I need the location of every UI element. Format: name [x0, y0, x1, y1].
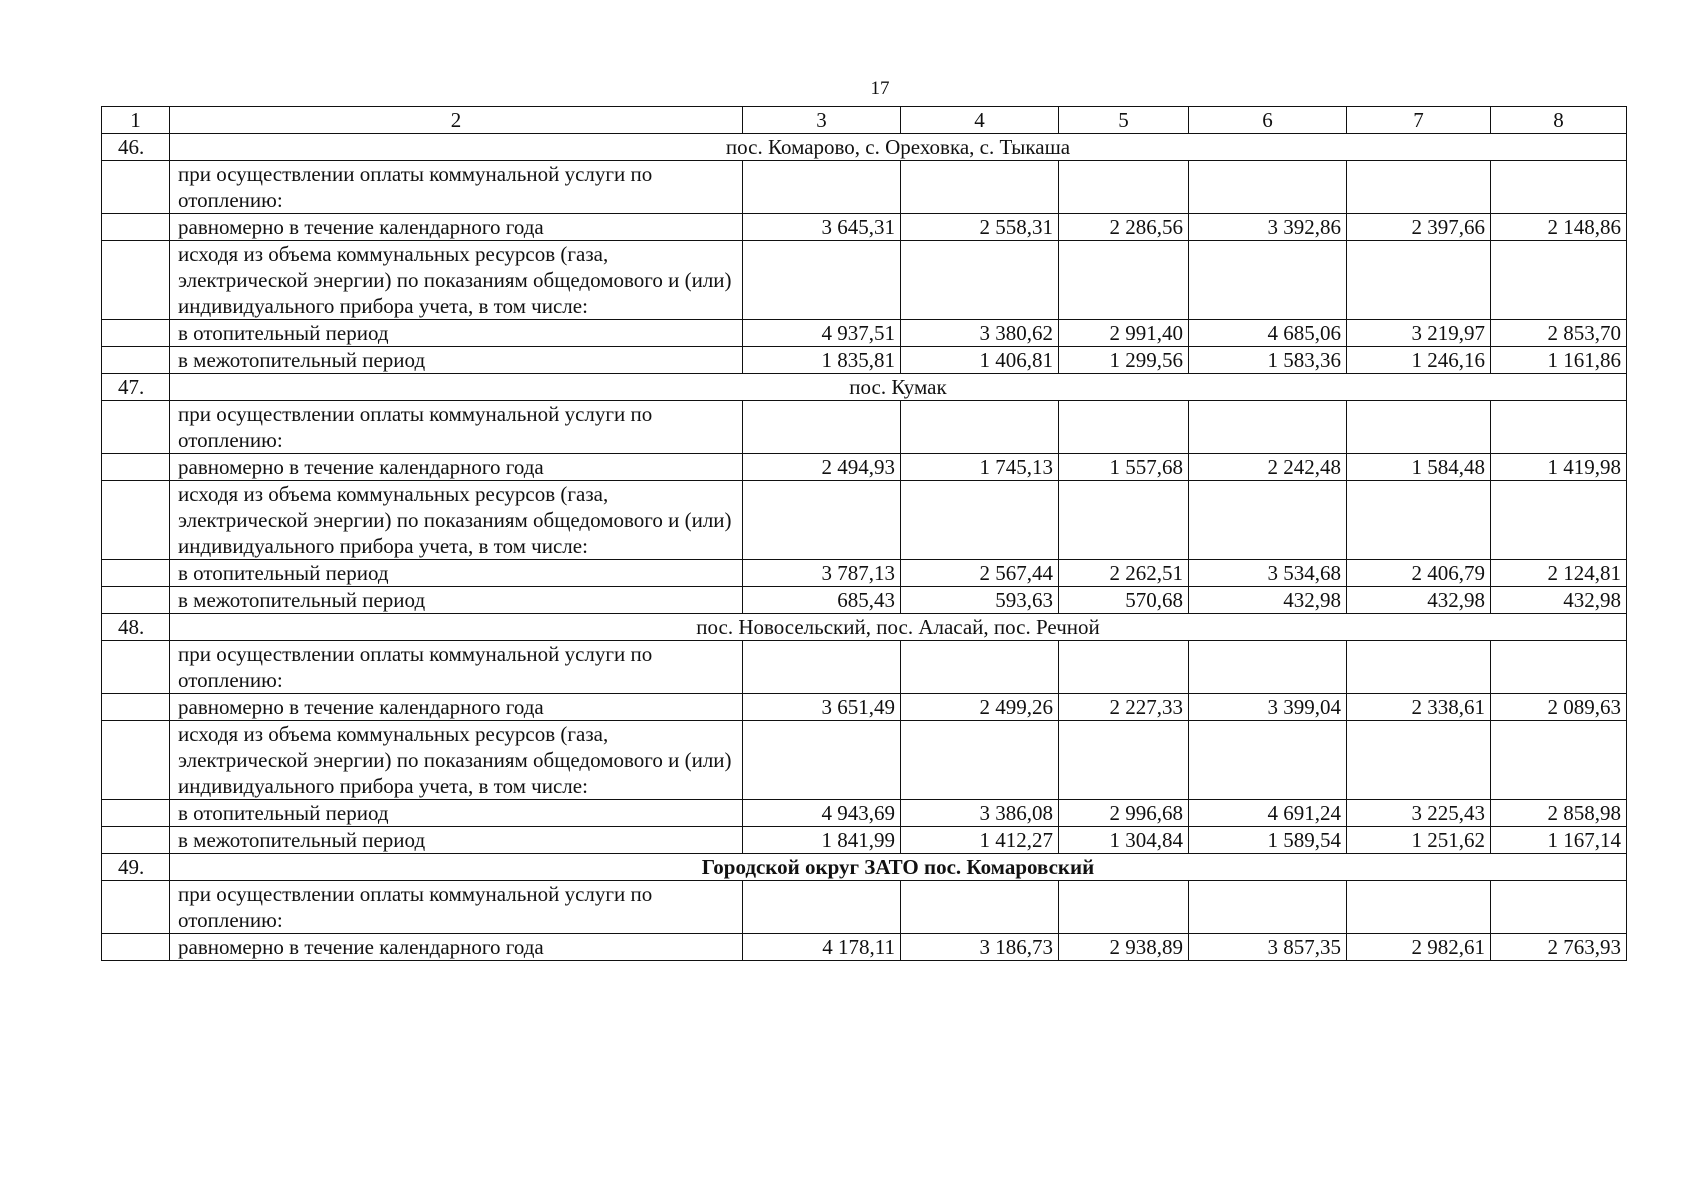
- value-cell: [1347, 161, 1491, 214]
- table-row: [102, 800, 1627, 827]
- value-cell: 2 406,79: [1347, 560, 1491, 587]
- value-cell: 1 246,16: [1347, 347, 1491, 374]
- value-cell: 1 161,86: [1491, 347, 1627, 374]
- value-cell: [1491, 241, 1627, 320]
- table-row: [102, 587, 1627, 614]
- value-cell: 1 745,13: [901, 454, 1059, 481]
- table-row: [102, 694, 1627, 721]
- value-cell: 1 835,81: [743, 347, 901, 374]
- value-cell: 2 853,70: [1491, 320, 1627, 347]
- section-title: Городской округ ЗАТО пос. Комаровский: [170, 854, 1627, 881]
- table-row: [102, 641, 1627, 694]
- row-description: при осуществлении оплаты коммунальной услуги по отоплению:: [170, 881, 743, 934]
- value-cell: [901, 401, 1059, 454]
- column-header: 8: [1491, 107, 1627, 134]
- table-row: [102, 721, 1627, 800]
- column-header: 5: [1059, 107, 1189, 134]
- value-cell: 1 251,62: [1347, 827, 1491, 854]
- table-row: [102, 560, 1627, 587]
- row-description: в отопительный период: [170, 560, 743, 587]
- value-cell: 2 148,86: [1491, 214, 1627, 241]
- value-cell: 1 841,99: [743, 827, 901, 854]
- value-cell: 2 996,68: [1059, 800, 1189, 827]
- section-number: 49.: [102, 854, 170, 881]
- empty-number-cell: [102, 881, 170, 934]
- value-cell: 432,98: [1189, 587, 1347, 614]
- value-cell: 3 534,68: [1189, 560, 1347, 587]
- row-description: в межотопительный период: [170, 587, 743, 614]
- column-header: 4: [901, 107, 1059, 134]
- empty-number-cell: [102, 481, 170, 560]
- value-cell: 2 991,40: [1059, 320, 1189, 347]
- value-cell: [1059, 401, 1189, 454]
- value-cell: 1 583,36: [1189, 347, 1347, 374]
- value-cell: [901, 161, 1059, 214]
- value-cell: 3 857,35: [1189, 934, 1347, 961]
- value-cell: 2 286,56: [1059, 214, 1189, 241]
- table-row: [102, 401, 1627, 454]
- row-description: в отопительный период: [170, 800, 743, 827]
- value-cell: [1189, 721, 1347, 800]
- value-cell: 3 219,97: [1347, 320, 1491, 347]
- value-cell: 3 787,13: [743, 560, 901, 587]
- value-cell: [1189, 401, 1347, 454]
- value-cell: [1059, 721, 1189, 800]
- value-cell: 2 567,44: [901, 560, 1059, 587]
- column-header: 2: [170, 107, 743, 134]
- value-cell: 1 299,56: [1059, 347, 1189, 374]
- value-cell: 2 227,33: [1059, 694, 1189, 721]
- empty-number-cell: [102, 454, 170, 481]
- value-cell: [901, 241, 1059, 320]
- value-cell: [901, 881, 1059, 934]
- column-header: 6: [1189, 107, 1347, 134]
- value-cell: 1 419,98: [1491, 454, 1627, 481]
- value-cell: [1491, 481, 1627, 560]
- value-cell: 2 262,51: [1059, 560, 1189, 587]
- value-cell: 1 584,48: [1347, 454, 1491, 481]
- value-cell: [1059, 161, 1189, 214]
- value-cell: [743, 641, 901, 694]
- value-cell: 3 392,86: [1189, 214, 1347, 241]
- column-header: 1: [102, 107, 170, 134]
- table-row: [102, 347, 1627, 374]
- value-cell: 1 557,68: [1059, 454, 1189, 481]
- value-cell: 432,98: [1491, 587, 1627, 614]
- row-description: исходя из объема коммунальных ресурсов (газа, электрической энергии) по показаниям общедомового и (или) индивидуального прибора учета, в том числе:: [170, 241, 743, 320]
- tariff-table: [101, 106, 1627, 961]
- value-cell: 1 412,27: [901, 827, 1059, 854]
- value-cell: 1 167,14: [1491, 827, 1627, 854]
- value-cell: 1 304,84: [1059, 827, 1189, 854]
- value-cell: [1491, 641, 1627, 694]
- column-header: 3: [743, 107, 901, 134]
- empty-number-cell: [102, 320, 170, 347]
- column-number-header-row: [102, 107, 1627, 134]
- value-cell: 432,98: [1347, 587, 1491, 614]
- value-cell: [1189, 241, 1347, 320]
- value-cell: 4 943,69: [743, 800, 901, 827]
- empty-number-cell: [102, 347, 170, 374]
- value-cell: 3 380,62: [901, 320, 1059, 347]
- value-cell: 2 397,66: [1347, 214, 1491, 241]
- section-title: пос. Комарово, с. Ореховка, с. Тыкаша: [170, 134, 1627, 161]
- value-cell: [1189, 481, 1347, 560]
- value-cell: [1189, 881, 1347, 934]
- section-title: пос. Кумак: [170, 374, 1627, 401]
- empty-number-cell: [102, 401, 170, 454]
- value-cell: 2 558,31: [901, 214, 1059, 241]
- value-cell: 2 494,93: [743, 454, 901, 481]
- value-cell: [743, 161, 901, 214]
- row-description: исходя из объема коммунальных ресурсов (газа, электрической энергии) по показаниям общедомового и (или) индивидуального прибора учета, в том числе:: [170, 721, 743, 800]
- value-cell: [1059, 641, 1189, 694]
- row-description: в отопительный период: [170, 320, 743, 347]
- value-cell: [1491, 161, 1627, 214]
- empty-number-cell: [102, 241, 170, 320]
- section-title: пос. Новосельский, пос. Аласай, пос. Речной: [170, 614, 1627, 641]
- value-cell: 3 399,04: [1189, 694, 1347, 721]
- value-cell: [901, 641, 1059, 694]
- value-cell: 3 386,08: [901, 800, 1059, 827]
- table-row: [102, 320, 1627, 347]
- table-row: [102, 241, 1627, 320]
- value-cell: [743, 481, 901, 560]
- empty-number-cell: [102, 934, 170, 961]
- row-description: при осуществлении оплаты коммунальной услуги по отоплению:: [170, 161, 743, 214]
- empty-number-cell: [102, 161, 170, 214]
- value-cell: [743, 881, 901, 934]
- page-number: 17: [870, 78, 890, 99]
- empty-number-cell: [102, 800, 170, 827]
- value-cell: [901, 721, 1059, 800]
- empty-number-cell: [102, 641, 170, 694]
- value-cell: 2 938,89: [1059, 934, 1189, 961]
- value-cell: 4 937,51: [743, 320, 901, 347]
- value-cell: 2 499,26: [901, 694, 1059, 721]
- table-row: [102, 827, 1627, 854]
- table-row: [102, 481, 1627, 560]
- value-cell: 2 124,81: [1491, 560, 1627, 587]
- row-description: равномерно в течение календарного года: [170, 694, 743, 721]
- section-row: [102, 854, 1627, 881]
- value-cell: 2 242,48: [1189, 454, 1347, 481]
- value-cell: 3 225,43: [1347, 800, 1491, 827]
- empty-number-cell: [102, 214, 170, 241]
- value-cell: 3 186,73: [901, 934, 1059, 961]
- value-cell: 4 178,11: [743, 934, 901, 961]
- table-row: [102, 161, 1627, 214]
- value-cell: 1 589,54: [1189, 827, 1347, 854]
- table-row: [102, 454, 1627, 481]
- value-cell: 4 691,24: [1189, 800, 1347, 827]
- table-row: [102, 881, 1627, 934]
- value-cell: [1491, 881, 1627, 934]
- value-cell: [1059, 481, 1189, 560]
- value-cell: [1189, 641, 1347, 694]
- value-cell: 685,43: [743, 587, 901, 614]
- value-cell: [743, 401, 901, 454]
- value-cell: [1347, 481, 1491, 560]
- value-cell: [743, 721, 901, 800]
- value-cell: [1347, 721, 1491, 800]
- value-cell: [1491, 401, 1627, 454]
- empty-number-cell: [102, 721, 170, 800]
- row-description: в межотопительный период: [170, 347, 743, 374]
- section-row: [102, 134, 1627, 161]
- column-header: 7: [1347, 107, 1491, 134]
- value-cell: 2 089,63: [1491, 694, 1627, 721]
- value-cell: [901, 481, 1059, 560]
- row-description: равномерно в течение календарного года: [170, 934, 743, 961]
- row-description: в межотопительный период: [170, 827, 743, 854]
- value-cell: 3 651,49: [743, 694, 901, 721]
- row-description: равномерно в течение календарного года: [170, 454, 743, 481]
- value-cell: [1189, 161, 1347, 214]
- value-cell: 2 858,98: [1491, 800, 1627, 827]
- value-cell: [1347, 881, 1491, 934]
- table-row: [102, 934, 1627, 961]
- table-row: [102, 214, 1627, 241]
- empty-number-cell: [102, 560, 170, 587]
- value-cell: [1347, 241, 1491, 320]
- table-body: [102, 107, 1627, 961]
- row-description: равномерно в течение календарного года: [170, 214, 743, 241]
- value-cell: [1347, 641, 1491, 694]
- empty-number-cell: [102, 827, 170, 854]
- value-cell: [1059, 881, 1189, 934]
- value-cell: [743, 241, 901, 320]
- row-description: при осуществлении оплаты коммунальной услуги по отоплению:: [170, 401, 743, 454]
- section-number: 48.: [102, 614, 170, 641]
- section-number: 47.: [102, 374, 170, 401]
- value-cell: 4 685,06: [1189, 320, 1347, 347]
- value-cell: 2 338,61: [1347, 694, 1491, 721]
- row-description: при осуществлении оплаты коммунальной услуги по отоплению:: [170, 641, 743, 694]
- value-cell: [1347, 401, 1491, 454]
- value-cell: 593,63: [901, 587, 1059, 614]
- empty-number-cell: [102, 587, 170, 614]
- value-cell: 2 982,61: [1347, 934, 1491, 961]
- value-cell: 1 406,81: [901, 347, 1059, 374]
- row-description: исходя из объема коммунальных ресурсов (газа, электрической энергии) по показаниям общедомового и (или) индивидуального прибора учета, в том числе:: [170, 481, 743, 560]
- value-cell: [1059, 241, 1189, 320]
- value-cell: 2 763,93: [1491, 934, 1627, 961]
- section-row: [102, 614, 1627, 641]
- value-cell: 570,68: [1059, 587, 1189, 614]
- section-row: [102, 374, 1627, 401]
- value-cell: [1491, 721, 1627, 800]
- empty-number-cell: [102, 694, 170, 721]
- section-number: 46.: [102, 134, 170, 161]
- value-cell: 3 645,31: [743, 214, 901, 241]
